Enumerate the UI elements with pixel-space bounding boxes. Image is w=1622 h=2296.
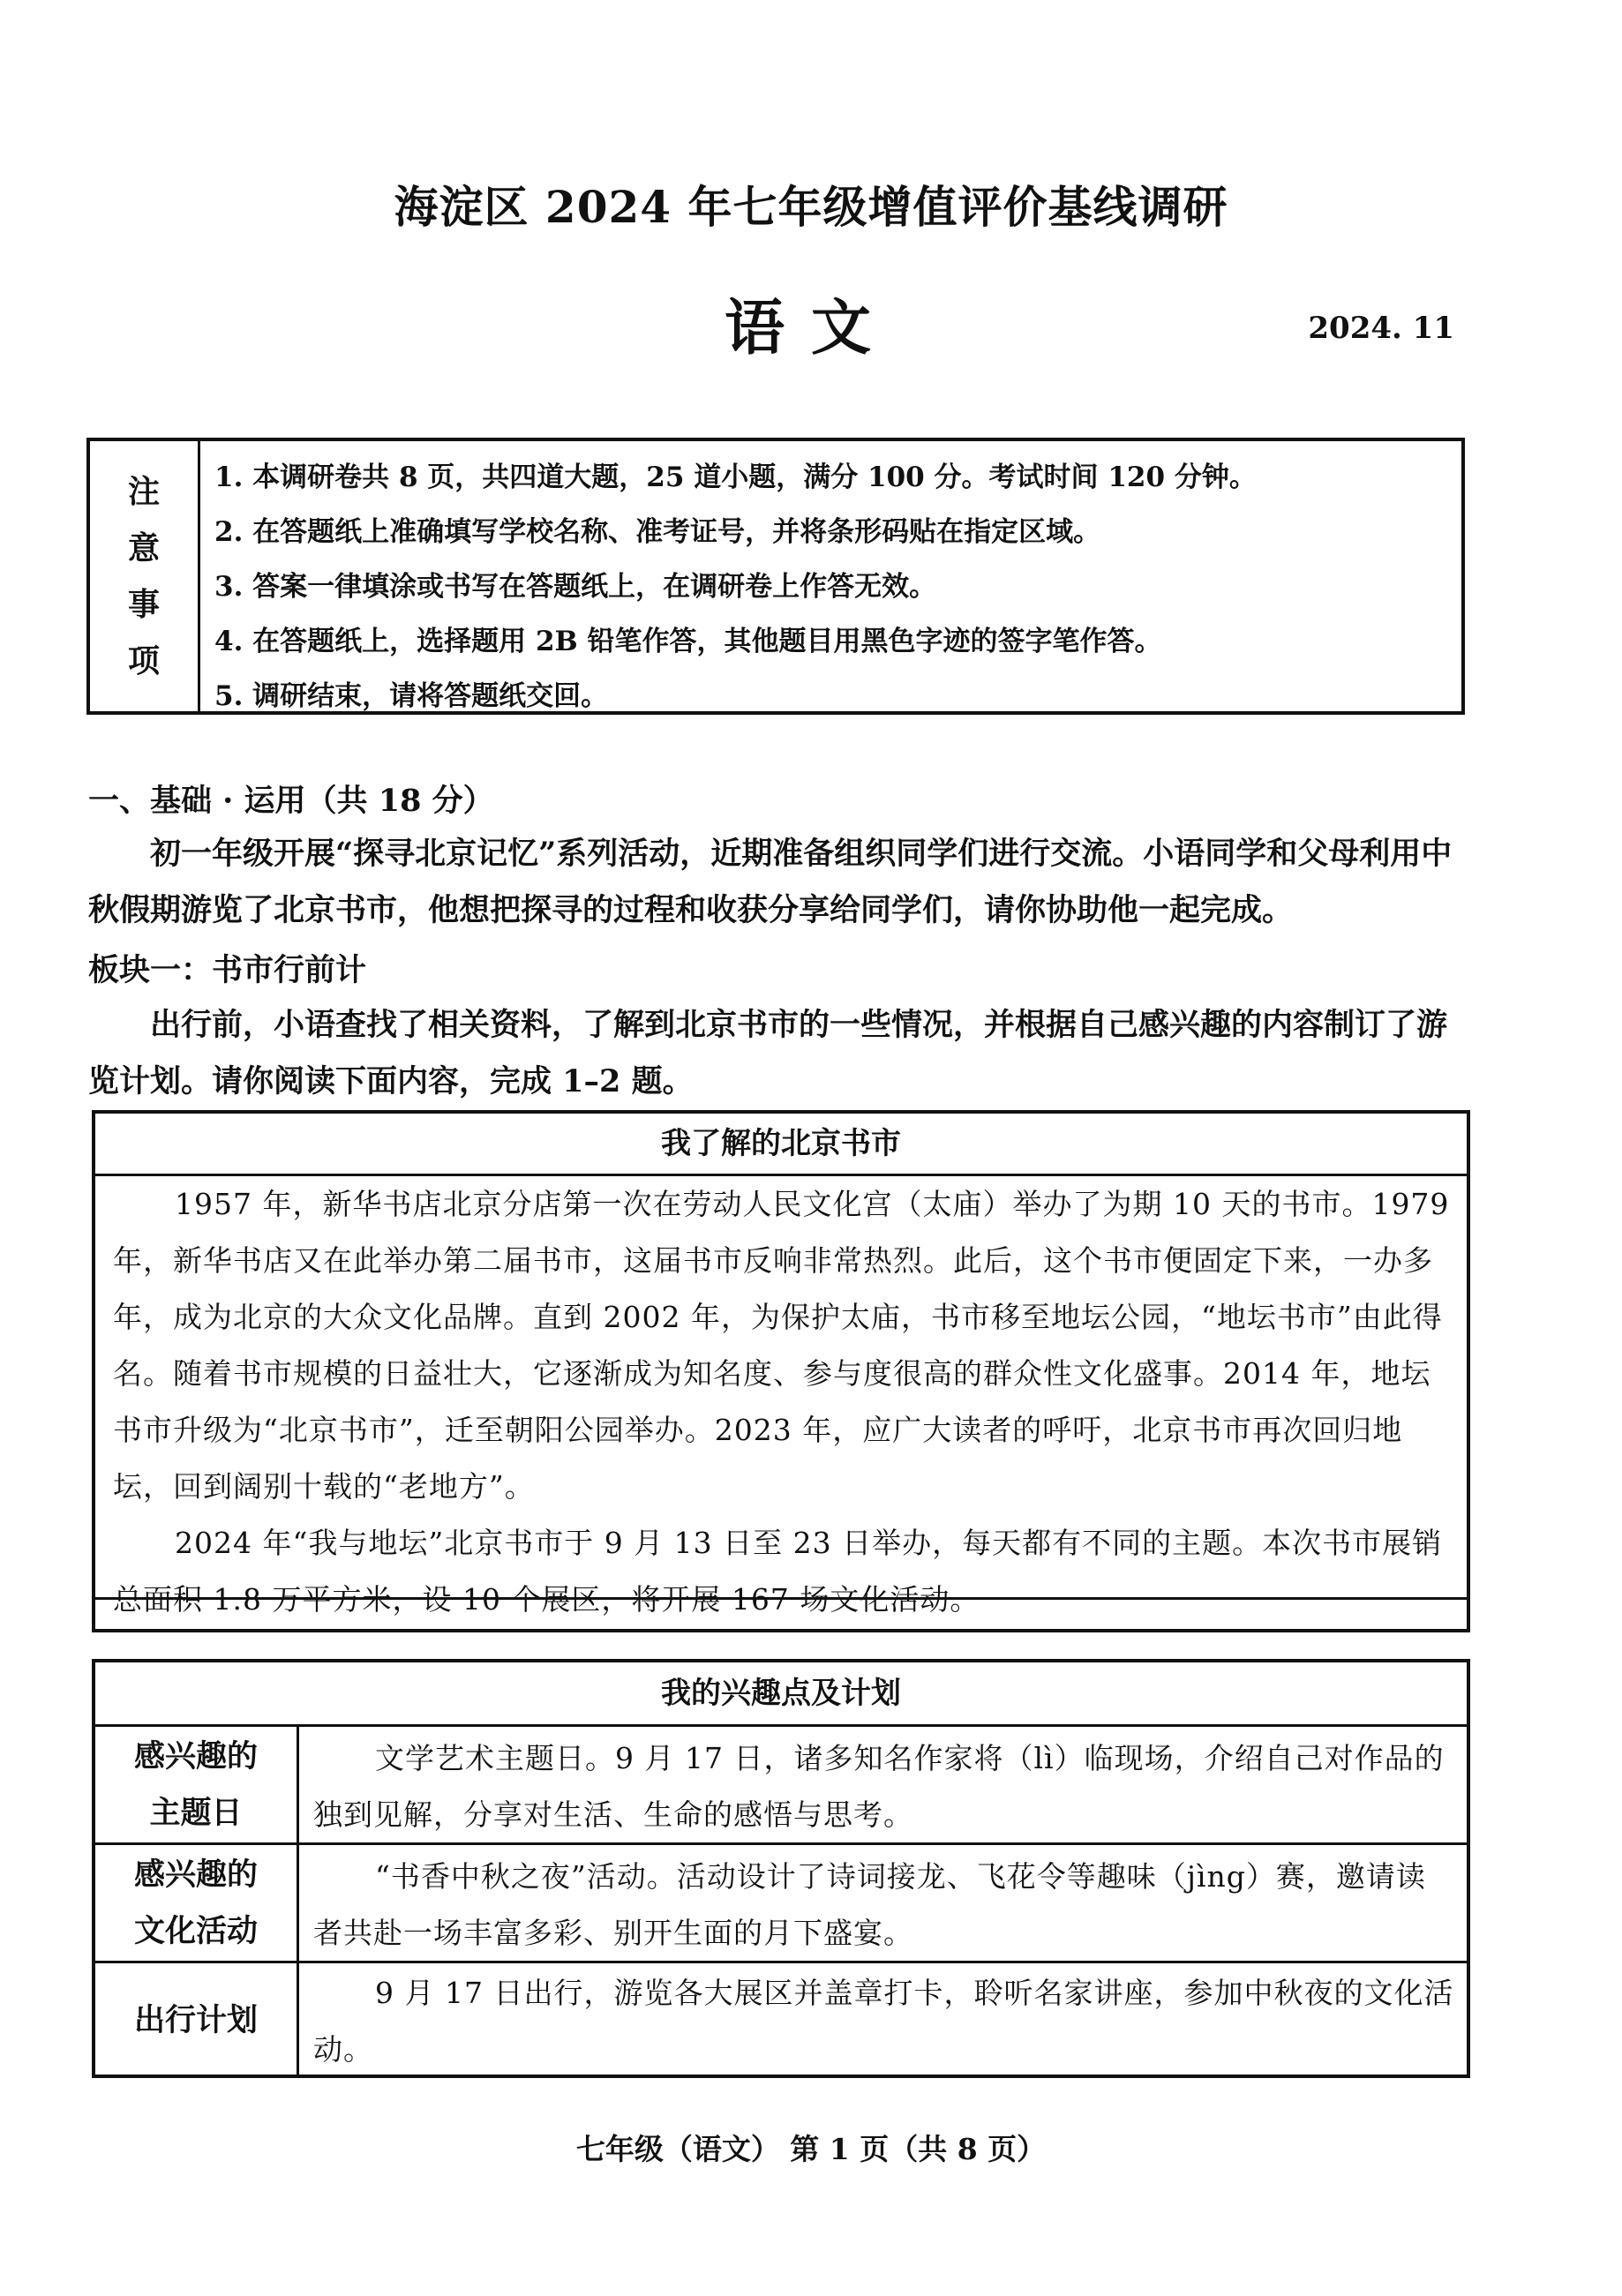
info-box-body	[95, 1176, 1467, 1628]
exam-date: 2024. 11	[1308, 311, 1454, 346]
section-intro: 初一年级开展“探寻北京记忆”系列活动，近期准备组织同学们进行交流。小语同学和父母利用中秋假期游览了北京书市，他想把探寻的过程和收获分享给同学们，请你协助他一起完成。	[88, 836, 1453, 928]
notice-label	[90, 441, 200, 711]
block-heading: 板块一：书市行前计	[88, 952, 367, 988]
row-label	[95, 1727, 299, 1842]
notice-label-char: 意	[127, 529, 160, 566]
block-intro: 出行前，小语查找了相关资料，了解到北京书市的一些情况，并根据自己感兴趣的内容制订了游览计划。请你阅读下面内容，完成 1–2 题。	[88, 1007, 1448, 1099]
notice-label-char: 项	[127, 642, 160, 679]
notice-item: 5. 调研结束，请将答题纸交回。	[214, 680, 609, 712]
table-row	[95, 1963, 1467, 2078]
notice-box	[86, 438, 1465, 715]
row-label-line: 出行计划	[133, 2002, 258, 2038]
row-label	[95, 1963, 299, 2078]
info-paragraph: 2024 年“我与地坛”北京书市于 9 月 13 日至 23 日举办，每天都有不同的主题。本次书市展销总面积 1.8 万平方米，设 10 个展区，将开展 167 场文化活动。	[113, 1526, 1443, 1617]
exam-title: 海淀区 2024 年七年级增值评价基线调研	[394, 181, 1228, 233]
notice-label-char: 注	[127, 473, 160, 510]
notice-item: 4. 在答题纸上，选择题用 2B 铅笔作答，其他题目用黑色字迹的签字笔作答。	[214, 626, 1162, 657]
page-footer: 七年级（语文） 第 1 页（共 8 页）	[575, 2132, 1047, 2166]
row-label-line: 主题日	[149, 1794, 243, 1831]
notice-label-char: 事	[127, 586, 160, 623]
notice-item: 1. 本调研卷共 8 页，共四道大题，25 道小题，满分 100 分。考试时间 120 分钟。	[214, 461, 1257, 493]
row-text: 文学艺术主题日。9 月 17 日，诸多知名作家将（lì）临现场，介绍自己对作品的独到见解，分享对生活、生命的感悟与思考。	[313, 1741, 1445, 1832]
notice-item: 3. 答案一律填涂或书写在答题纸上，在调研卷上作答无效。	[214, 571, 937, 603]
plan-table-title: 我的兴趣点及计划	[95, 1662, 1467, 1727]
beijing-bookfair-info-box	[92, 1110, 1470, 1632]
section-heading: 一、基础 · 运用（共 18 分）	[88, 783, 494, 819]
table-row	[95, 1845, 1467, 1963]
subject-title: 语文	[724, 293, 897, 364]
row-label-line: 文化活动	[133, 1912, 258, 1949]
notice-list	[200, 441, 1461, 711]
row-label	[95, 1845, 299, 1961]
info-paragraph: 1957 年，新华书店北京分店第一次在劳动人民文化宫（太庙）举办了为期 10 天的书市。1979 年，新华书店又在此举办第二届书市，这届书市反响非常热烈。此后，这个书市便固定下来，一办多年，成为北京的大众文化品牌。直到 2002 年，为保护太庙，书市移至地坛公园，“地坛书市”由此得名。随着书市规模的日益壮大，它逐渐成为知名度、参与度很高的群众性文化盛事。2014 年，地坛书市升级为“北京书市”，迁至朝阳公园举办。2023 年，应广大读者的呼吁，北京书市再次回归地坛，回到阔别十载的“老地方”。	[113, 1187, 1450, 1504]
row-label-line: 感兴趣的	[133, 1737, 258, 1775]
notice-item: 2. 在答题纸上准确填写学校名称、准考证号，并将条形码贴在指定区域。	[214, 516, 1101, 548]
row-text: 9 月 17 日出行，游览各大展区并盖章打卡，聆听名家讲座，参加中秋夜的文化活动。	[313, 1976, 1454, 2067]
row-text: “书香中秋之夜”活动。活动设计了诗词接龙、飞花令等趣味（jìng）赛，邀请读者共赴一场丰富多彩、别开生面的月下盛宴。	[313, 1859, 1426, 1950]
table-row	[95, 1727, 1467, 1845]
blank-row-divider	[95, 1597, 1467, 1600]
info-box-title: 我了解的北京书市	[95, 1114, 1467, 1176]
row-label-line: 感兴趣的	[133, 1856, 258, 1893]
interest-plan-table	[92, 1659, 1470, 2078]
